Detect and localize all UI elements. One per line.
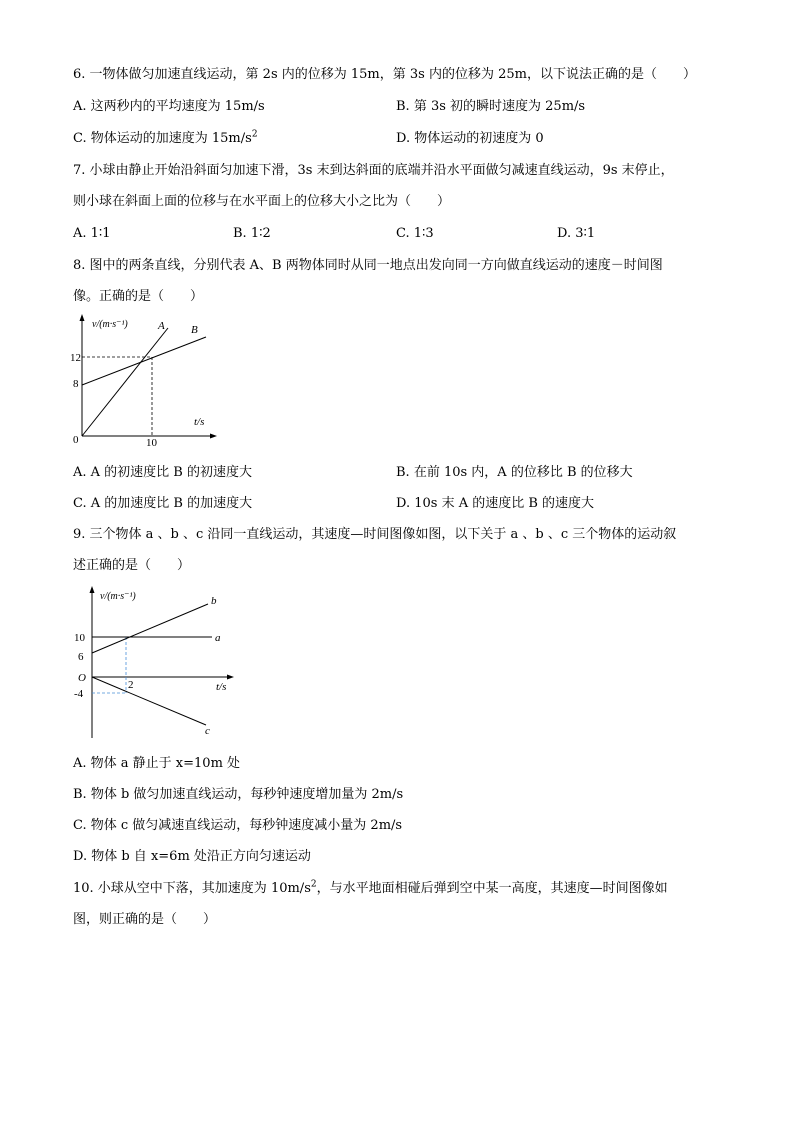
q9-tick-neg4: -4 [74,688,84,700]
q6-stem: 6. 一物体做匀加速直线运动，第 2s 内的位移为 15m，第 3s 内的位移为 25m，以下说法正确的是（ ） [73,67,696,82]
q8-line-a [82,328,168,436]
q7-option-c: C. 1∶3 [396,226,434,241]
q8-y-axis-arrow [80,314,85,321]
q9-label-a: a [215,632,221,644]
q6-option-b: B. 第 3s 初的瞬时速度为 25m/s [396,99,586,114]
q8-stem-line1: 8. 图中的两条直线，分别代表 A、B 两物体同时从同一地点出发向同一方向做直线运动的速度－时间图 [73,258,663,273]
q10-stem-line2: 图，则正确的是（ ） [73,912,217,927]
q9-line-c [92,677,206,725]
q9-stem-line1: 9. 三个物体 a 、b 、c 沿同一直线运动，其速度—时间图像如图，以下关于 a 、b 、c 三个物体的运动叙 [73,527,677,542]
q10-stem-line1 [73,881,668,897]
q9-tick-10: 10 [74,632,85,644]
q8-option-a: A. A 的初速度比 B 的初速度大 [73,465,252,480]
q8-option-d: D. 10s 末 A 的速度比 B 的速度大 [396,496,595,511]
q8-stem-line2: 像。正确的是（ ） [73,289,204,304]
q8-option-c: C. A 的加速度比 B 的加速度大 [73,496,253,511]
q8-label-a: A [158,320,165,332]
q9-x-axis-arrow [227,675,234,680]
q9-option-c: C. 物体 c 做匀减速直线运动，每秒钟速度减小量为 2m/s [73,818,403,833]
q8-tick-10: 10 [146,437,157,449]
q9-option-a: A. 物体 a 静止于 x=10m 处 [73,756,241,771]
q8-ylabel: v/(m·s⁻¹) [92,319,128,330]
q9-y-axis-arrow [90,586,95,593]
q8-x-axis-arrow [210,434,217,439]
q9-graph [72,584,242,744]
q9-tick-2: 2 [128,679,134,691]
q7-option-d: D. 3∶1 [557,226,596,241]
q8-tick-12: 12 [70,352,81,364]
q6-option-c-text: C. 物体运动的加速度为 15m/s [73,131,252,146]
q6-option-c-sup: 2 [251,129,258,140]
q9-label-b: b [211,595,217,607]
q8-line-b [82,337,206,385]
q10-stem-line1-text: 10. 小球从空中下落，其加速度为 10m/s [73,881,311,896]
q8-label-b: B [191,324,198,336]
q6-option-a: A. 这两秒内的平均速度为 15m/s [73,99,265,114]
q7-option-b: B. 1∶2 [233,226,271,241]
q8-xlabel: t/s [194,416,205,428]
q9-ylabel: v/(m·s⁻¹) [100,591,136,602]
q9-xlabel: t/s [216,681,227,693]
q10-stem-sup: 2 [310,879,317,890]
q8-tick-8: 8 [73,378,79,390]
q7-option-a: A. 1∶1 [73,226,111,241]
q6-option-d: D. 物体运动的初速度为 0 [396,131,544,146]
q9-tick-6: 6 [78,651,84,663]
q8-graph [70,312,220,452]
q7-stem-line2: 则小球在斜面上面的位移与在水平面上的位移大小之比为（ ） [73,194,451,209]
q8-origin: 0 [73,434,79,446]
q9-option-d: D. 物体 b 自 x=6m 处沿正方向匀速运动 [73,849,311,864]
q9-label-c: c [205,725,210,737]
q9-origin: O [78,672,86,684]
q10-stem-line1-rest: ，与水平地面相碰后弹到空中某一高度，其速度—时间图像如 [316,881,668,896]
q9-option-b: B. 物体 b 做匀加速直线运动，每秒钟速度增加量为 2m/s [73,787,404,802]
q7-stem-line1: 7. 小球由静止开始沿斜面匀加速下滑，3s 末到达斜面的底端并沿水平面做匀减速直线运动，9s 末停止， [73,163,674,178]
q9-line-b [92,604,208,653]
q6-option-c [73,131,258,147]
q8-option-b: B. 在前 10s 内，A 的位移比 B 的位移大 [396,465,633,480]
q9-stem-line2: 述正确的是（ ） [73,558,191,573]
